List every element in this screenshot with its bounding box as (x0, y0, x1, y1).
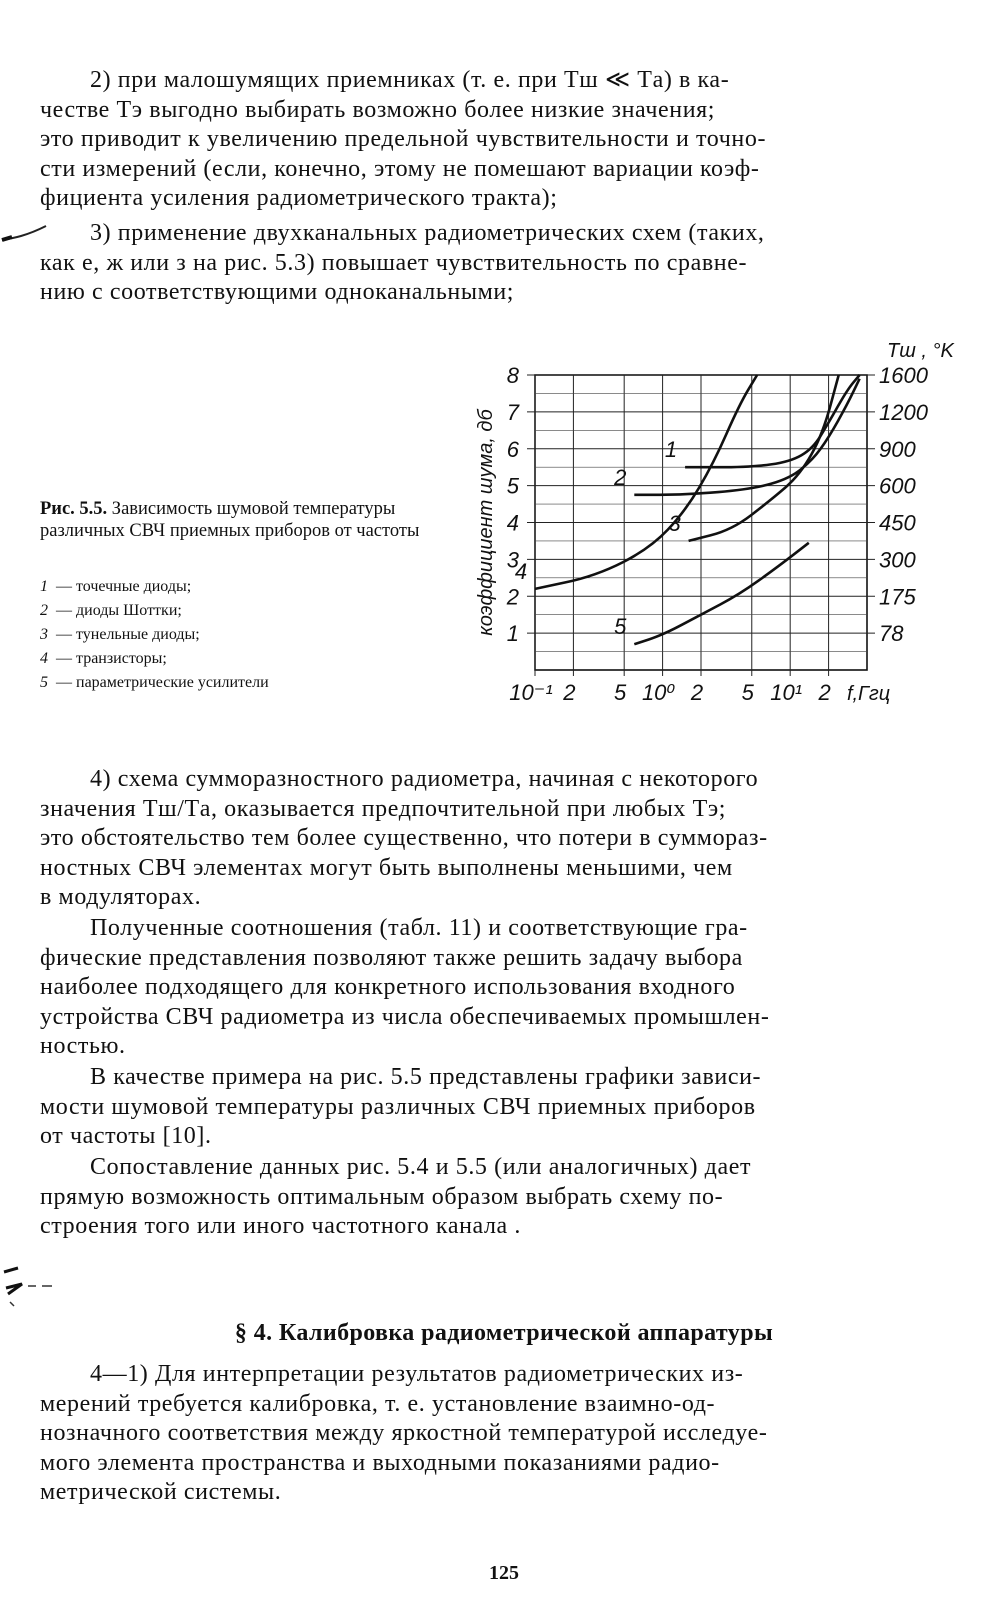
legend-text: — параметрические усилители (56, 674, 269, 691)
text-line: это обстоятельство тем более существенно, что потери в суммораз- (40, 825, 768, 851)
text-line: в модуляторах. (40, 884, 202, 910)
y-axis-label: коэффициент шума, дб (475, 409, 497, 636)
page-number: 125 (489, 1562, 519, 1584)
series-label-3: 3 (668, 510, 681, 536)
series-curve-5 (634, 543, 809, 644)
y2-tick-label: 900 (879, 436, 916, 462)
text-line: как е, ж или з на рис. 5.3) повышает чувствительность по сравне- (40, 249, 748, 276)
y2-axis-label: Tш , °K (887, 340, 954, 362)
text-line: строения того или иного частотного канала . (40, 1213, 522, 1239)
text-line: мого элемента пространства и выходными показаниями радио- (40, 1449, 720, 1476)
text-line: мости шумовой температуры различных СВЧ приемных приборов (40, 1093, 756, 1120)
text-line: честве Tэ выгодно выбирать возможно более низкие значения; (40, 96, 716, 123)
text-line: фические представления позволяют также решить задачу выбора (40, 944, 743, 971)
x-tick-label: 10⁻¹ (509, 680, 553, 705)
y2-tick-label: 450 (879, 510, 916, 536)
text-line: прямую возможность оптимальным образом выбрать схему по- (40, 1183, 724, 1210)
paragraph-comparison (40, 1153, 940, 1242)
figure-caption (40, 498, 420, 542)
y2-tick-label: 78 (879, 621, 904, 647)
legend-text: — транзисторы; (56, 650, 167, 667)
series-label-5: 5 (614, 614, 627, 640)
x-tick-label: 2 (818, 680, 831, 705)
text-line: сти измерений (если, конечно, этому не помешают вариации коэф- (40, 155, 760, 182)
series-label-1: 1 (664, 437, 678, 463)
legend-item (40, 623, 400, 647)
text-line: нозначного соответствия между яркостной температурой исследуе- (40, 1420, 768, 1446)
figure-caption-text: Зависимость шумовой температуры различных СВЧ приемных приборов от частоты (40, 499, 420, 541)
legend-item (40, 575, 400, 599)
paragraph-item-4 (40, 765, 940, 913)
series-label-2: 2 (614, 464, 627, 490)
legend-text: — тунельные диоды; (56, 626, 200, 643)
y-tick-label: 5 (506, 473, 519, 499)
y2-tick-label: 1600 (879, 363, 928, 388)
x-tick-label: 2 (563, 680, 576, 705)
paragraph-item-2 (40, 66, 940, 214)
legend-number: 5 (40, 674, 48, 691)
y2-tick-label: 300 (879, 547, 916, 573)
y-tick-label: 1 (506, 621, 519, 647)
y-tick-label: 3 (506, 547, 519, 573)
text-line: Сопоставление данных рис. 5.4 и 5.5 (или аналогичных) дает (90, 1154, 752, 1180)
paragraph-relations (40, 914, 940, 1062)
y2-tick-label: 175 (879, 584, 916, 610)
legend-text: — диоды Шоттки; (56, 602, 182, 619)
figure-label: Рис. 5.5. (40, 499, 108, 519)
text-line: наиболее подходящего для конкретного использования входного (40, 974, 736, 1000)
text-line: нию с соответствующими одноканальными; (40, 279, 515, 305)
x-tick-label: 5 (741, 680, 754, 705)
text-line: ностью. (40, 1033, 126, 1059)
x-axis-label: f,Ггц (846, 683, 891, 705)
legend-number: 3 (40, 626, 48, 643)
legend-number: 4 (40, 650, 48, 667)
text-line: мерений требуется калибровка, т. е. установление взаимно-од- (40, 1390, 716, 1417)
text-line: Полученные соотношения (табл. 11) и соответствующие гра- (90, 915, 748, 941)
text-line: значения Tш/Tа, оказывается предпочтительной при любых Tэ; (40, 795, 727, 822)
noise-temperature-chart (470, 330, 970, 730)
series-curve-1 (685, 375, 860, 467)
text-line: В качестве примера на рис. 5.5 представлены графики зависи- (90, 1064, 762, 1090)
legend-number: 1 (40, 578, 48, 595)
paragraph-calibration (40, 1360, 940, 1508)
series-curve-3 (689, 375, 839, 541)
y2-tick-label: 600 (879, 473, 916, 499)
paragraph-example (40, 1063, 940, 1152)
section-heading: § 4. Калибровка радиометрической аппаратуры (234, 1320, 774, 1346)
figure-legend (40, 575, 400, 695)
text-line: 3) применение двухканальных радиометрических схем (таких, (90, 220, 765, 246)
margin-pencil-mark (0, 222, 50, 252)
series-curve-4 (535, 375, 757, 589)
y-tick-label: 8 (506, 363, 519, 388)
text-line: 4) схема сумморазностного радиометра, начиная с некоторого (90, 766, 759, 792)
text-line: метрической системы. (40, 1479, 282, 1505)
text-line: 4—1) Для интерпретации результатов радиометрических из- (90, 1361, 744, 1387)
x-tick-label: 5 (614, 680, 627, 705)
y-tick-label: 2 (506, 584, 519, 610)
text-line: ностных СВЧ элементах могут быть выполнены меньшими, чем (40, 854, 733, 881)
text-line: 2) при малошумящих приемниках (т. е. при Tш ≪ Tа) в ка- (90, 67, 730, 93)
y-tick-label: 6 (506, 436, 519, 462)
margin-arrow-mark (0, 1262, 70, 1312)
text-line: устройства СВЧ радиометра из числа обеспечиваемых промышлен- (40, 1003, 770, 1030)
series-label-4: 4 (514, 558, 528, 584)
x-tick-label: 10¹ (770, 680, 803, 705)
legend-item (40, 599, 400, 623)
y-tick-label: 4 (506, 510, 519, 536)
legend-item (40, 671, 400, 695)
text-line: от частоты [10]. (40, 1123, 212, 1149)
legend-text: — точечные диоды; (56, 578, 192, 595)
paragraph-item-3 (40, 219, 940, 308)
y-tick-label: 7 (506, 399, 519, 425)
text-line: фициента усиления радиометрического тракта); (40, 185, 558, 211)
x-tick-label: 2 (690, 680, 704, 705)
text-line: это приводит к увеличению предельной чувствительности и точно- (40, 126, 767, 152)
y2-tick-label: 1200 (879, 399, 928, 425)
legend-item (40, 647, 400, 671)
x-tick-label: 10⁰ (641, 680, 676, 705)
legend-number: 2 (40, 602, 48, 619)
